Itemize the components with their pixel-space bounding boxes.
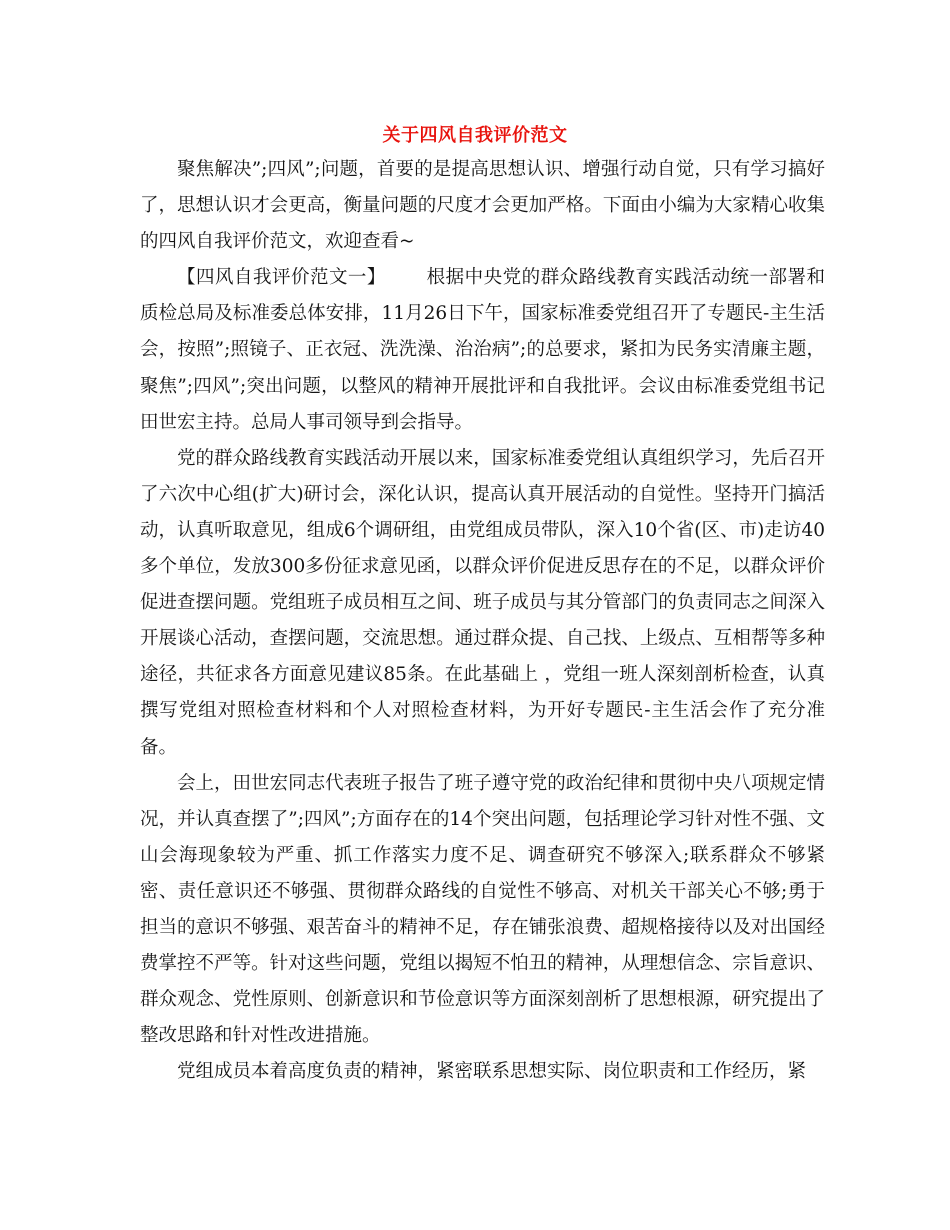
- document-body: [140, 152, 825, 1090]
- section-one-text: 根据中央党的群众路线教育实践活动统一部署和质检总局及标准委总体安排，11月26日下午，国家标准委党组召开了专题民-主生活会，按照”;照镜子、正衣冠、洗洗澡、治治病”;的总要求，紧扣为民务实清廉主题，聚焦”;四风”;突出问题，以整风的精神开展批评和自我批评。会议由标准委党组书记田世宏主持。总局人事司领导到会指导。: [140, 267, 825, 433]
- document-title: 关于四风自我评价范文: [382, 125, 568, 146]
- section-one-paragraph: [140, 260, 825, 440]
- body-paragraph: 党组成员本着高度负责的精神，紧密联系思想实际、岗位职责和工作经历，紧: [177, 1061, 807, 1083]
- intro-paragraph: 聚焦解决”;四风”;问题，首要的是提高思想认识、增强行动自觉，只有学习搞好了，思想认识才会更高，衡量问题的尺度才会更加严格。下面由小编为大家精心收集的四风自我评价范文，欢迎查看~: [140, 159, 825, 253]
- section-heading: 【四风自我评价范文一】: [177, 267, 386, 289]
- body-paragraph: 会上，田世宏同志代表班子报告了班子遵守党的政治纪律和贯彻中央八项规定情况，并认真查摆了”;四风”;方面存在的14个突出问题，包括理论学习针对性不强、文山会海现象较为严重、抓工作落实力度不足、调查研究不够深入;联系群众不够紧密、责任意识还不够强、贯彻群众路线的自觉性不够高、对机关干部关心不够;勇于担当的意识不够强、艰苦奋斗的精神不足，存在铺张浪费、超规格接待以及对出国经费掌控不严等。针对这些问题，党组以揭短不怕丑的精神，从理想信念、宗旨意识、群众观念、党性原则、创新意识和节俭意识等方面深刻剖析了思想根源，研究提出了整改思路和针对性改进措施。: [140, 772, 825, 1047]
- body-paragraph: 党的群众路线教育实践活动开展以来，国家标准委党组认真组织学习，先后召开了六次中心组(扩大)研讨会，深化认识，提高认真开展活动的自觉性。坚持开门搞活动，认真听取意见，组成6个调研组，由党组成员带队，深入10个省(区、市)走访40多个单位，发放300多份征求意见函，以群众评价促进反思存在的不足，以群众评价促进查摆问题。党组班子成员相互之间、班子成员与其分管部门的负责同志之间深入开展谈心活动，查摆问题，交流思想。通过群众提、自己找、上级点、互相帮等多种途径，共征求各方面意见建议85条。在此基础上 ，党组一班人深刻剖析检查，认真撰写党组对照检查材料和个人对照检查材料，为开好专题民-主生活会作了充分准备。: [140, 447, 825, 758]
